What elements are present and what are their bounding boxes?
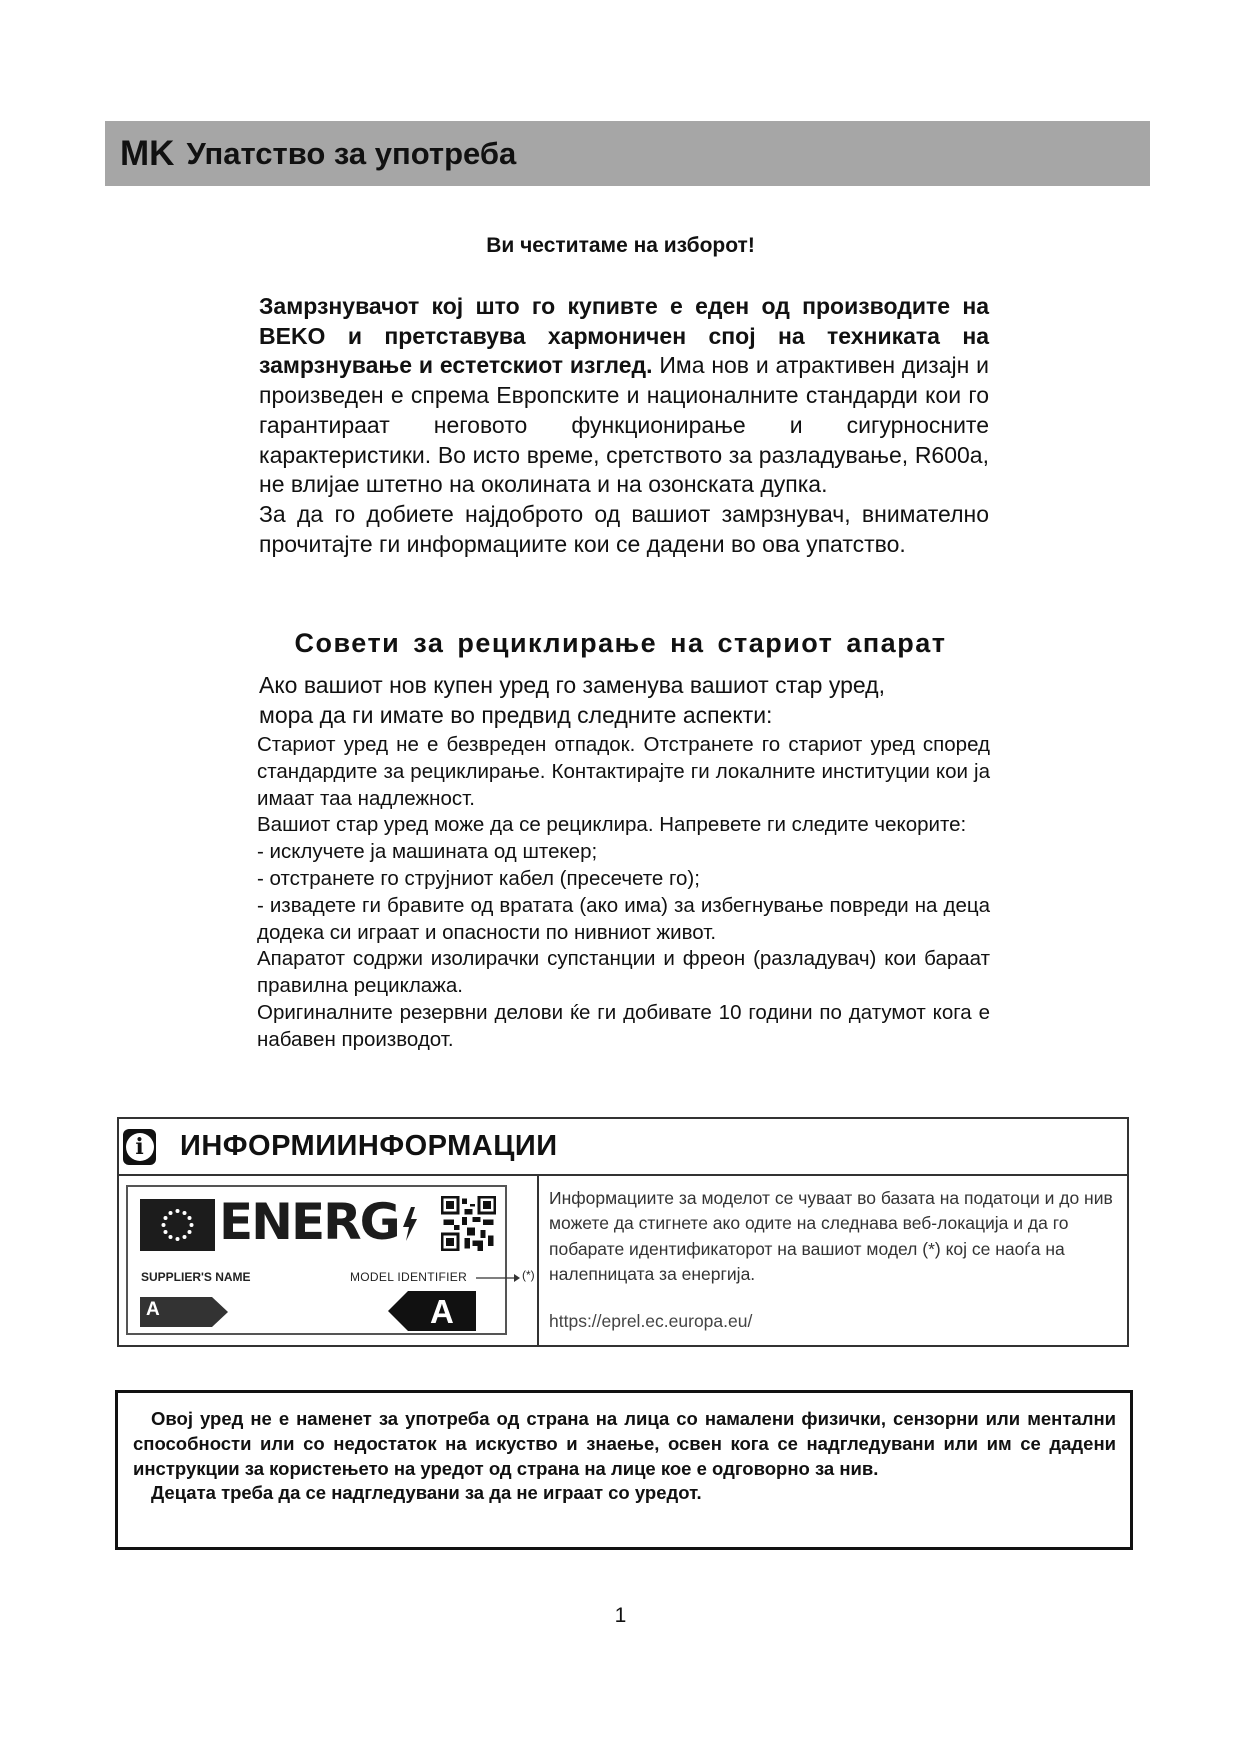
info-box-content	[119, 1176, 1127, 1347]
recycling-paragraph-2: Вашиот стар уред може да се рециклира. Напревете ги следите чекорите:	[257, 813, 967, 837]
recycling-lead	[259, 670, 989, 730]
energy-label-cell	[119, 1176, 539, 1347]
recycling-body	[257, 732, 990, 1054]
intro-paragraph	[259, 292, 989, 500]
energy-class-left	[140, 1297, 228, 1327]
arrow-right-icon	[476, 1273, 520, 1283]
recycling-paragraph-3: Апаратот содржи изолирачки супстанции и фреон (разладувач) кои бараат правилна рециклажа.	[257, 947, 990, 998]
info-text: Информациите за моделот се чуваат во базата на податоци и до нив можете да стигнете ако одите на следнава веб-локација и да го побарате идентификаторот на вашиот модел (*) кој се наоѓа на налепницата за енергија.	[549, 1188, 1113, 1284]
energy-class-left-letter: A	[146, 1299, 160, 1320]
recycling-step-2: - отстранете го струјниот кабел (пресечете го);	[257, 866, 700, 890]
info-box-header	[119, 1119, 1127, 1176]
energy-wordmark: ENERG	[219, 1193, 419, 1251]
supplier-name-label: SUPPLIER'S NAME	[141, 1270, 251, 1284]
model-identifier-label: MODEL IDENTIFIER	[350, 1270, 468, 1284]
warning-paragraph-1: Овој уред не е наменет за употреба од страна на лица со намалени физички, сензорни или ментални способности или со недостаток на искуство и знаење, освен кога се надгледувани или им се дадени инструкции за користењето на уредот од страна на лице кое е одговорно за нив.	[133, 1408, 1116, 1479]
intro-bold-text: Замрзнувачот кој што го купивте е еден од производите на BEKO и претставува хармоничен спој на техниката на замрзнување и естетскиот изглед.	[259, 293, 989, 379]
info-box-title: ИНФОРМИИНФОРМАЦИИ	[180, 1130, 558, 1162]
eprel-url: https://eprel.ec.europa.eu/	[549, 1311, 753, 1332]
info-text-cell	[539, 1176, 1127, 1347]
recycling-heading: Совети за рециклирање на стариот апарат	[294, 628, 947, 658]
recycling-lead-line-1: Ако вашиот нов купен уред го заменува вашиот стар уред,	[259, 672, 885, 698]
eu-flag-icon	[140, 1199, 215, 1251]
safety-warning-box	[115, 1390, 1133, 1550]
congratulations-heading: Ви честитаме на изборот!	[486, 234, 755, 257]
language-code: MK	[120, 133, 175, 173]
intro-section	[259, 292, 989, 559]
recycling-step-1: - исклучете ја машината од штекер;	[257, 840, 598, 864]
recycling-lead-line-2: мора да ги имате во предвид следните аспекти:	[259, 702, 773, 728]
intro-second-paragraph: За да го добиете најдоброто од вашиот замрзнувач, внимателно прочитајте ги информациите кои се дадени во ова упатство.	[259, 500, 989, 557]
recycling-step-3: - извадете ги бравите од вратата (ако има) за избегнување повреди на деца додека си играат и опасности по нивниот живот.	[257, 893, 990, 944]
qr-code-icon	[441, 1196, 496, 1251]
document-title: Упатство за употреба	[186, 135, 517, 171]
page-number: 1	[614, 1604, 627, 1627]
header-bar	[105, 121, 1150, 186]
energy-label	[126, 1185, 535, 1335]
warning-paragraph-2: Децата треба да се надгледувани за да не играат со уредот.	[151, 1482, 702, 1504]
asterisk-note: (*)	[522, 1268, 535, 1282]
recycling-paragraph-4: Оригиналните резервни делови ќе ги добивате 10 години по датумот кога е набавен производот.	[257, 1000, 990, 1051]
intro-normal-text: Има нов и атрактивен дизајн и произведен е спрема Европските и националните стандарди кои го гарантираат неговото функционирање и сигурносните карактеристики. Во исто време, сретството за разладување, R600a, не влијае штетно на околината и на озонската дупка.	[259, 352, 990, 498]
recycling-paragraph-1: Стариот уред не е безвреден отпадок. Отстранете го стариот уред според стандардите за рециклирање. Контактирајте ги локалните институции кои ја имаат таа надлежност.	[257, 733, 990, 810]
product-info-box	[117, 1117, 1129, 1347]
lightning-icon	[401, 1207, 419, 1241]
energy-class-right	[388, 1291, 476, 1331]
info-icon: i	[123, 1129, 156, 1165]
energy-class-right-letter: A	[430, 1293, 454, 1330]
